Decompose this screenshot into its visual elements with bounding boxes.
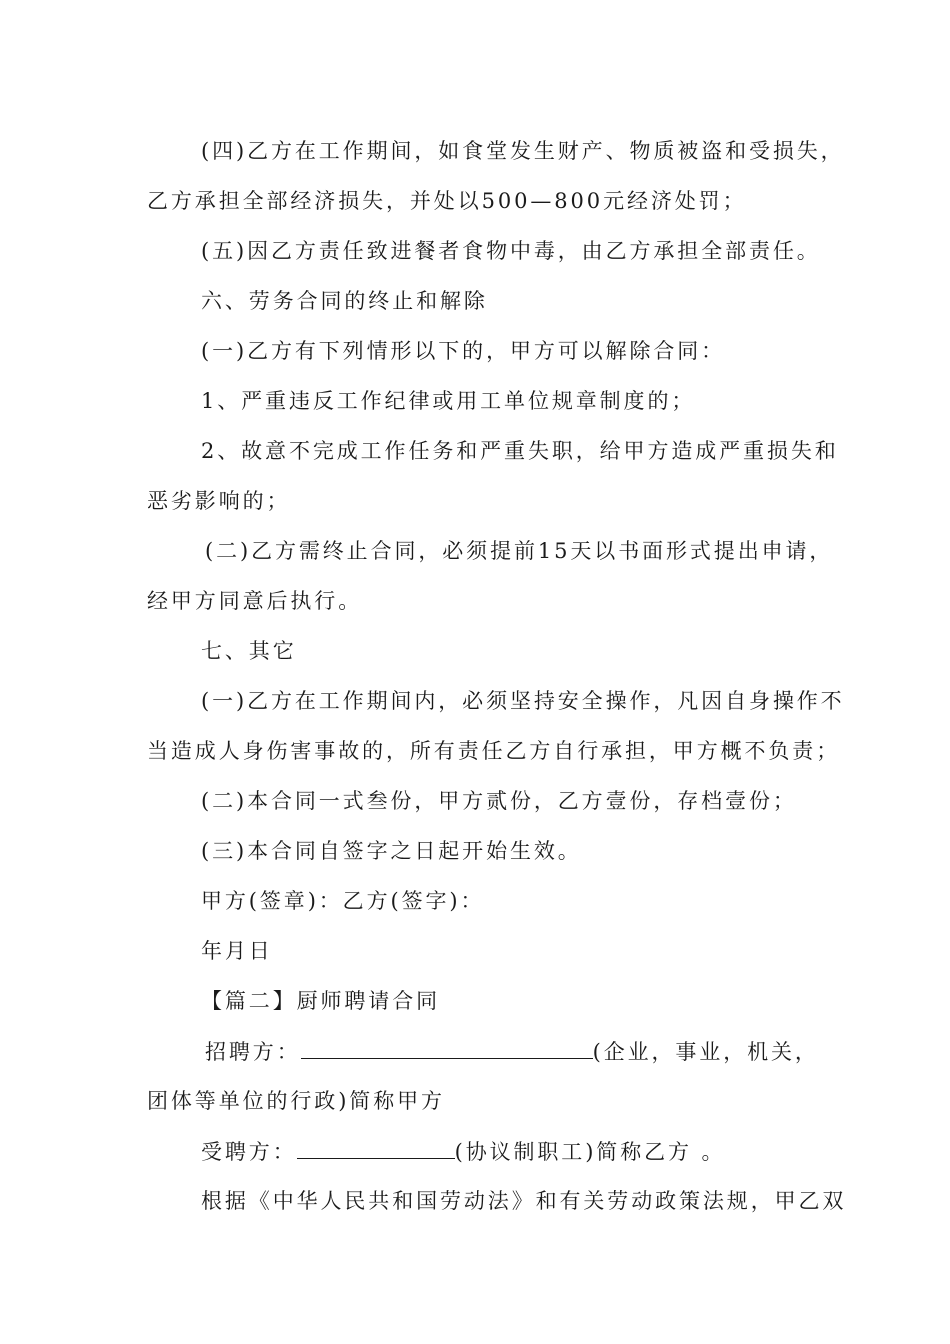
paragraph-line: (二)乙方需终止合同，必须提前15天以书面形式提出申请， (205, 539, 834, 563)
employer-note: (企业，事业，机关， (592, 1040, 819, 1064)
paragraph-line: (二)本合同一式叁份，甲方贰份，乙方壹份，存档壹份； (201, 789, 797, 813)
paragraph-line: 2、故意不完成工作任务和严重失职，给甲方造成严重损失和 (201, 439, 839, 463)
paragraph-line: 1、严重违反工作纪律或用工单位规章制度的； (201, 389, 696, 413)
date-line: 年月日 (201, 939, 273, 963)
paragraph-line: (五)因乙方责任致进餐者食物中毒，由乙方承担全部责任。 (201, 239, 821, 263)
employee-label: 受聘方： (201, 1140, 297, 1164)
employer-blank (301, 1036, 593, 1059)
employee-note: (协议制职工)简称乙方 。 (454, 1140, 726, 1164)
signature-line: 甲方(签章)：乙方(签字)： (201, 889, 485, 913)
section-heading: 七、其它 (201, 639, 297, 663)
paragraph-line: 经甲方同意后执行。 (147, 589, 363, 613)
section-title: 【篇二】厨师聘请合同 (201, 989, 440, 1013)
paragraph-line: 根据《中华人民共和国劳动法》和有关劳动政策法规，甲乙双 (201, 1189, 847, 1213)
paragraph-line: 当造成人身伤害事故的，所有责任乙方自行承担，甲方概不负责； (147, 739, 841, 763)
employer-label: 招聘方： (205, 1040, 301, 1064)
paragraph-line: (三)本合同自签字之日起开始生效。 (201, 839, 582, 863)
paragraph-line: 乙方承担全部经济损失，并处以500—800元经济处罚； (147, 189, 747, 213)
section-heading: 六、劳务合同的终止和解除 (201, 289, 488, 313)
paragraph-line: (四)乙方在工作期间，如食堂发生财产、物质被盗和受损失， (201, 139, 845, 163)
paragraph-line: (一)乙方有下列情形以下的，甲方可以解除合同： (201, 339, 726, 363)
employer-line (205, 1036, 885, 1067)
paragraph-line: (一)乙方在工作期间内，必须坚持安全操作，凡因自身操作不 (201, 689, 845, 713)
paragraph-line: 团体等单位的行政)简称甲方 (147, 1089, 445, 1113)
employee-blank (297, 1136, 455, 1159)
paragraph-line: 恶劣影响的； (147, 489, 291, 513)
employee-line (201, 1136, 881, 1167)
